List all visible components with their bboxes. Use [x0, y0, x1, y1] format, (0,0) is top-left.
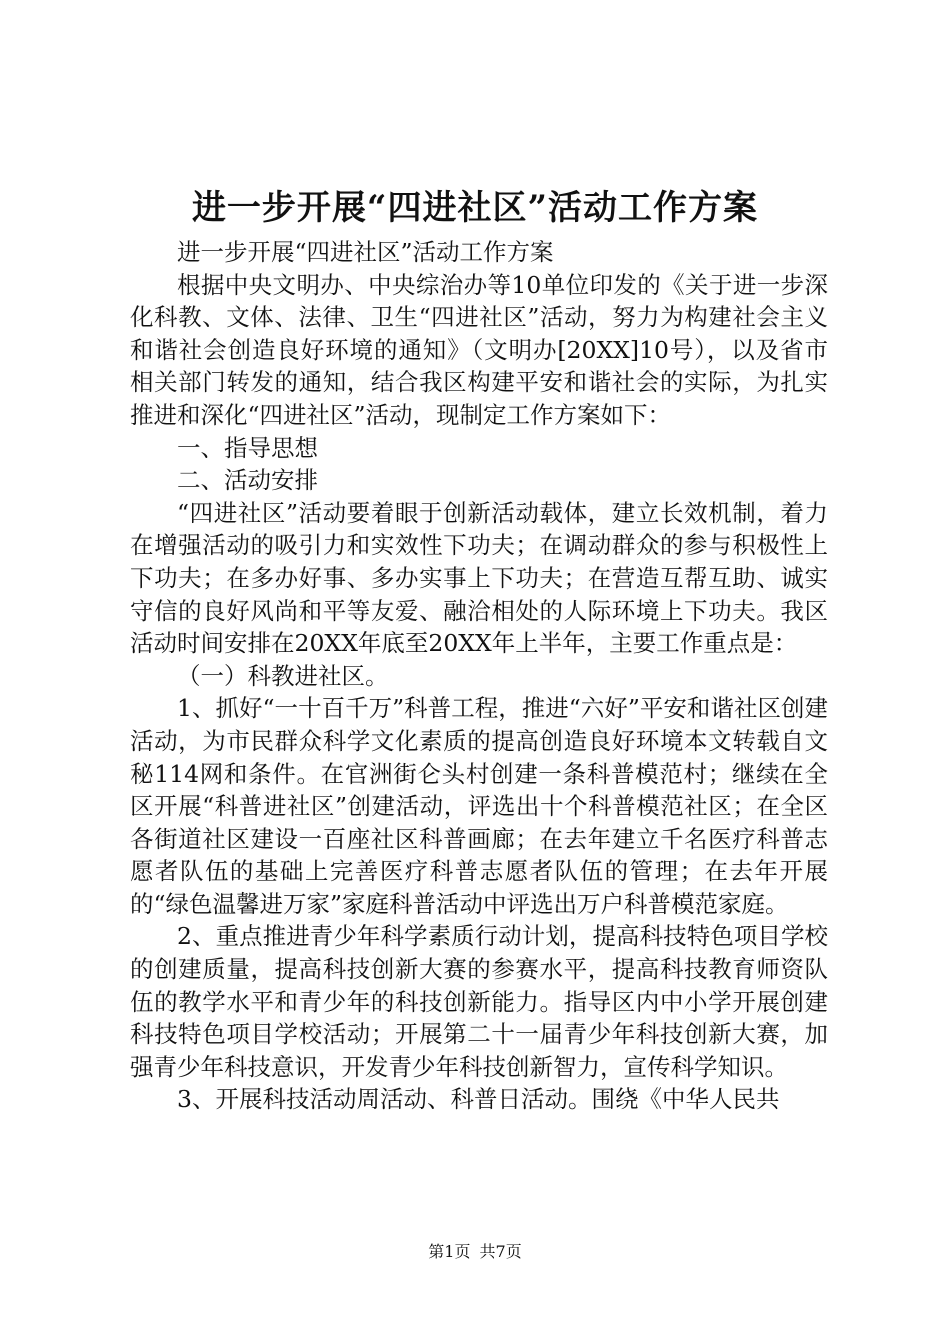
document-body [130, 236, 828, 1116]
heading-science-education: （一）科教进社区。 [177, 661, 389, 690]
paragraph-item-3: 3、开展科技活动周活动、科普日活动。围绕《中华人民共 [177, 1085, 780, 1114]
paragraph-intro: 根据中央文明办、中央综治办等10单位印发的《关于进一步深化科教、文体、法律、卫生“四进社区”活动，努力为构建社会主义和谐社会创造良好环境的通知》（文明办[20XX]10号），以及省市相关部门转发的通知，结合我区构建平安和谐社会的实际，为扎实推进和深化“四进社区”活动，现制定工作方案如下： [130, 270, 828, 429]
document-title: 进一步开展“四进社区”活动工作方案 [191, 188, 759, 228]
paragraph-subtitle: 进一步开展“四进社区”活动工作方案 [177, 238, 554, 266]
heading-guiding-thought: 一、指导思想 [177, 433, 318, 462]
page-footer [0, 1240, 950, 1264]
page-total: 共7页 [479, 1242, 522, 1261]
heading-activity-arrangement: 二、活动安排 [177, 466, 318, 495]
page-number: 第1页 [428, 1242, 471, 1261]
paragraph-activity-overview: “四进社区”活动要着眼于创新活动载体，建立长效机制，着力在增强活动的吸引力和实效性下功夫；在调动群众的参与积极性上下功夫；在多办好事、多办实事上下功夫；在营造互帮互助、诚实守信的良好风尚和平等友爱、融洽相处的人际环境上下功夫。我区活动时间安排在20XX年底至20XX年上半年，主要工作重点是： [130, 498, 828, 658]
paragraph-item-1: 1、抓好“一十百千万”科普工程，推进“六好”平安和谐社区创建活动，为市民群众科学文化素质的提高创造良好环境本文转载自文秘114网和条件。在官洲街仑头村创建一条科普模范村；继续在全区开展“科普进社区”创建活动，评选出十个科普模范社区；在全区各街道社区建设一百座社区科普画廊；在去年建立千名医疗科普志愿者队伍的基础上完善医疗科普志愿者队伍的管理；在去年开展的“绿色温馨进万家”家庭科普活动中评选出万户科普模范家庭。 [130, 694, 828, 918]
paragraph-item-2: 2、重点推进青少年科学素质行动计划，提高科技特色项目学校的创建质量，提高科技创新大赛的参赛水平，提高科技教育师资队伍的教学水平和青少年的科技创新能力。指导区内中小学开展创建科技特色项目学校活动；开展第二十一届青少年科技创新大赛，加强青少年科技意识，开发青少年科技创新智力，宣传科学知识。 [130, 922, 828, 1081]
